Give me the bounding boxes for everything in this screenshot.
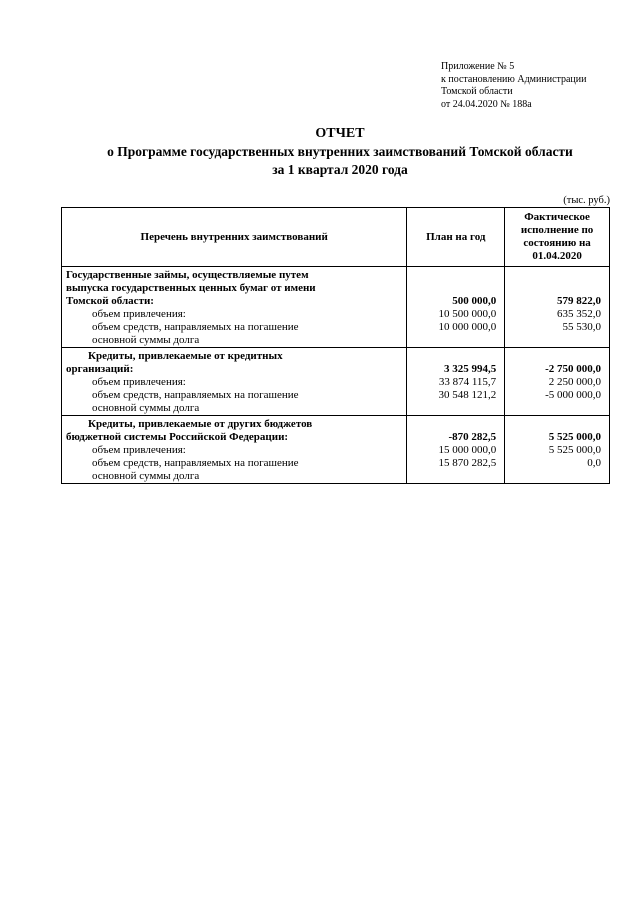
group-2-fact: -2 750 000,0 [505,363,610,376]
group-1-attraction-plan: 10 500 000,0 [407,308,505,321]
table-row [62,267,610,283]
group-1-plan: 500 000,0 [407,295,505,308]
group-3-title-line-2: бюджетной системы Российской Федерации: [62,431,407,444]
group-1-fact: 579 822,0 [505,295,610,308]
borrowings-table [61,207,610,484]
group-2-repayment-fact: -5 000 000,0 [505,389,610,402]
units-label: (тыс. руб.) [563,195,610,206]
group-1-title-line-1: Государственные займы, осуществляемые путем [62,267,407,283]
table-row [62,282,610,295]
group-3-attraction-label: объем привлечения: [62,444,407,457]
group-3-title-line-1: Кредиты, привлекаемые от других бюджетов [62,416,407,432]
table-row [62,308,610,321]
group-1-repayment-fact: 55 530,0 [505,321,610,334]
header-plan: План на год [407,208,505,267]
group-3-repayment-fact: 0,0 [505,457,610,470]
table-row [62,389,610,402]
group-2-attraction-fact: 2 250 000,0 [505,376,610,389]
group-2-attraction-label: объем привлечения: [62,376,407,389]
group-3-attraction-plan: 15 000 000,0 [407,444,505,457]
appendix-line-2: к постановлению Администрации [441,73,587,85]
group-3-attraction-fact: 5 525 000,0 [505,444,610,457]
appendix-note [441,61,587,111]
group-3-repayment-plan: 15 870 282,5 [407,457,505,470]
group-2-plan: 3 325 994,5 [407,363,505,376]
group-1-title-line-2: выпуска государственных ценных бумаг от имени [62,282,407,295]
table-row [62,334,610,348]
title-line-3: за 1 квартал 2020 года [272,162,408,177]
group-1-repayment-label: объем средств, направляемых на погашение [62,321,407,334]
table-row [62,348,610,364]
group-3-repayment-label-2: основной суммы долга [62,470,407,484]
group-3-plan: -870 282,5 [407,431,505,444]
report-title [0,125,640,179]
header-list: Перечень внутренних заимствований [62,208,407,267]
table-header-row [62,208,610,267]
table-row [62,457,610,470]
group-1-title-line-3: Томской области: [62,295,407,308]
table-row [62,376,610,389]
group-2-attraction-plan: 33 874 115,7 [407,376,505,389]
table-row [62,416,610,432]
table-row [62,295,610,308]
table-row [62,470,610,484]
group-2-repayment-plan: 30 548 121,2 [407,389,505,402]
header-fact: Фактическое исполнение по состоянию на 01.04.2020 [505,208,610,267]
group-1-repayment-label-2: основной суммы долга [62,334,407,348]
group-1-attraction-label: объем привлечения: [62,308,407,321]
appendix-line-1: Приложение № 5 [441,61,515,72]
table-row [62,444,610,457]
title-main: ОТЧЕТ [315,126,365,141]
table-row [62,321,610,334]
group-1-attraction-fact: 635 352,0 [505,308,610,321]
group-2-repayment-label: объем средств, направляемых на погашение [62,389,407,402]
group-2-repayment-label-2: основной суммы долга [62,402,407,416]
group-3-repayment-label: объем средств, направляемых на погашение [62,457,407,470]
group-1-repayment-plan: 10 000 000,0 [407,321,505,334]
appendix-line-3: Томской области [441,86,513,97]
table-row [62,402,610,416]
table-row [62,431,610,444]
group-3-fact: 5 525 000,0 [505,431,610,444]
group-2-title-line-2: организаций: [62,363,407,376]
appendix-line-4: от 24.04.2020 № 188а [441,98,532,110]
table-row [62,363,610,376]
group-2-title-line-1: Кредиты, привлекаемые от кредитных [62,348,407,364]
title-line-2: о Программе государственных внутренних заимствований Томской области [107,144,573,159]
